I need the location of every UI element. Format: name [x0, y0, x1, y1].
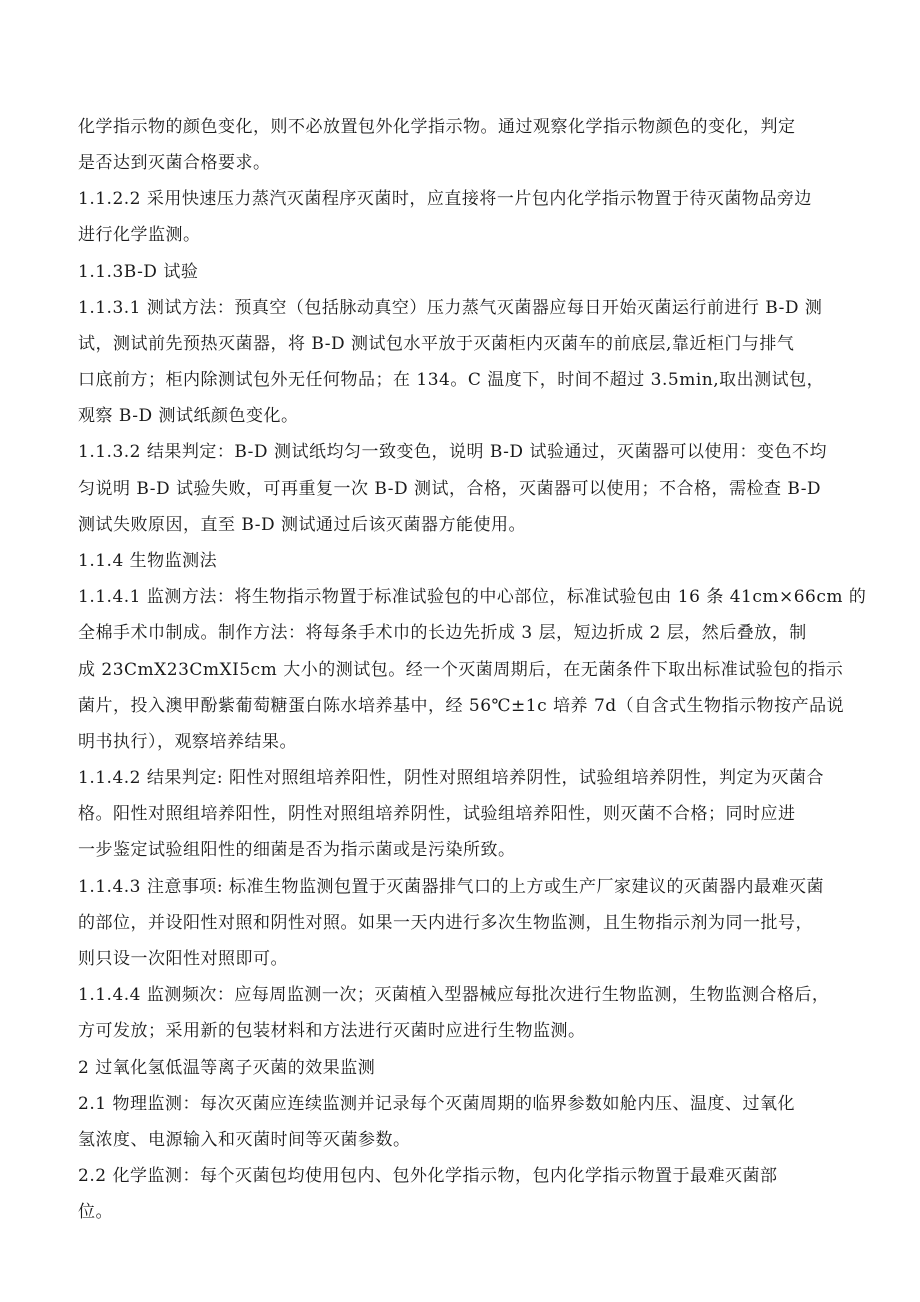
text-line: 格。阳性对照组培养阳性，阴性对照组培养阴性，试验组培养阳性，则灭菌不合格；同时应进	[78, 804, 796, 824]
text-line: 进行化学监测。	[78, 225, 201, 245]
text-line: 化学指示物的颜色变化，则不必放置包外化学指示物。通过观察化学指示物颜色的变化，判定	[78, 117, 796, 137]
text-line: 试，测试前先预热灭菌器，将 B-D 测试包水平放于灭菌柜内灭菌车的前底层,靠近柜门与排气	[78, 334, 795, 354]
text-line: 1.1.2.2 采用快速压力蒸汽灭菌程序灭菌时，应直接将一片包内化学指示物置于待灭菌物品旁边	[78, 189, 812, 209]
text-line: 口底前方；柜内除测试包外无任何物品；在 134。C 温度下，时间不超过 3.5min,取出测试包，	[78, 370, 825, 390]
text-line: 2.2 化学监测：每个灭菌包均使用包内、包外化学指示物，包内化学指示物置于最难灭菌部	[78, 1166, 778, 1186]
text-line: 测试失败原因，直至 B-D 测试通过后该灭菌器方能使用。	[78, 515, 526, 535]
text-line: 则只设一次阳性对照即可。	[78, 949, 288, 969]
text-line: 1.1.3.1 测试方法：预真空（包括脉动真空）压力蒸气灭菌器应每日开始灭菌运行前进行 B-D 测	[78, 298, 823, 318]
text-line: 1.1.3.2 结果判定：B-D 测试纸均匀一致变色，说明 B-D 试验通过，灭菌器可以使用：变色不均	[78, 442, 827, 462]
text-line: 2.1 物理监测：每次灭菌应连续监测并记录每个灭菌周期的临界参数如舱内压、温度、过氧化	[78, 1094, 795, 1114]
text-line: 一步鉴定试验组阳性的细菌是否为指示菌或是污染所致。	[78, 840, 516, 860]
text-line: 菌片，投入澳甲酚紫葡萄糖蛋白陈水培养基中，经 56℃±1c 培养 7d（自含式生物指示物按产品说	[78, 696, 845, 716]
text-line: 匀说明 B-D 试验失败，可再重复一次 B-D 测试，合格，灭菌器可以使用；不合格，需检查 B-D	[78, 479, 822, 499]
text-line: 观察 B-D 测试纸颜色变化。	[78, 406, 299, 426]
text-line: 1.1.4.2 结果判定: 阳性对照组培养阳性，阴性对照组培养阴性，试验组培养阴性，判定为灭菌合	[78, 768, 825, 788]
text-line: 全棉手术巾制成。制作方法：将每条手术巾的长边先折成 3 层，短边折成 2 层，然后叠放，制	[78, 623, 807, 643]
text-line: 1.1.4.4 监测频次：应每周监测一次；灭菌植入型器械应每批次进行生物监测，生物监测合格后，	[78, 985, 830, 1005]
text-line: 是否达到灭菌合格要求。	[78, 153, 271, 173]
text-line: 方可发放；采用新的包装材料和方法进行灭菌时应进行生物监测。	[78, 1021, 586, 1041]
text-line: 成 23CmX23CmXI5cm 大小的测试包。经一个灭菌周期后，在无菌条件下取出标准试验包的指示	[78, 660, 844, 680]
text-line: 1.1.4.1 监测方法：将生物指示物置于标准试验包的中心部位，标准试验包由 16 条 41cm×66cm 的	[78, 587, 867, 607]
section-heading: 2 过氧化氢低温等离子灭菌的效果监测	[78, 1058, 376, 1078]
text-line: 氢浓度、电源输入和灭菌时间等灭菌参数。	[78, 1130, 411, 1150]
section-heading: 1.1.4 生物监测法	[78, 551, 218, 571]
text-line: 位。	[78, 1202, 113, 1222]
section-heading: 1.1.3B-D 试验	[78, 262, 199, 282]
text-line: 的部位，并设阳性对照和阴性对照。如果一天内进行多次生物监测，且生物指示剂为同一批号，	[78, 913, 813, 933]
text-line: 1.1.4.3 注意事项: 标准生物监测包置于灭菌器排气口的上方或生产厂家建议的灭菌器内最难灭菌	[78, 877, 825, 897]
text-line: 明书执行），观察培养结果。	[78, 732, 297, 752]
